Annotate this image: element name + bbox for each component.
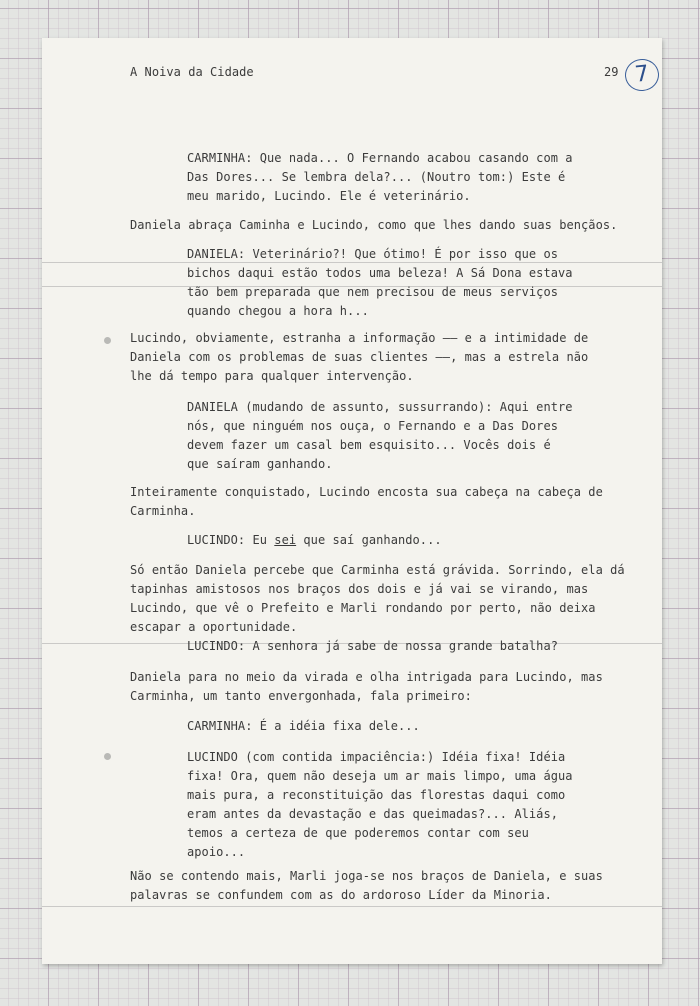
dialogue-carminha-1: CARMINHA: Que nada... O Fernando acabou casando com a Das Dores... Se lembra dela?... (Noutro tom:) Este é meu marido, Lucindo. Ele é veterinário. [187, 151, 573, 203]
dialogue-carminha-2: CARMINHA: É a idéia fixa dele... [187, 719, 420, 733]
handwritten-folio: 7 [623, 57, 660, 92]
page-header-title: A Noiva da Cidade [130, 65, 254, 79]
stage-direction-4: Só então Daniela percebe que Carminha está grávida. Sorrindo, ela dá tapinhas amistosos nos braços dos dois e já vai se virando, mas Lucindo, que vê o Prefeito e Marli rondando por perto, não deixa escapar a oportunidade. [130, 563, 625, 634]
dialogue-lucindo-3: LUCINDO (com contida impaciência:) Idéia fixa! Idéia fixa! Ora, quem não deseja um ar mais limpo, uma água mais pura, a reconstituição das florestas daqui como eram antes da devastação e das queimadas?... Aliás, temos a certeza de que poderemos contar com seu apoio... [187, 750, 573, 859]
dialogue-lucindo-1: LUCINDO: Eu sei que saí ganhando... [187, 533, 442, 547]
stage-direction-3: Inteiramente conquistado, Lucindo encosta sua cabeça na cabeça de Carminha. [130, 485, 603, 518]
stage-direction-1: Daniela abraça Caminha e Lucindo, como que lhes dando suas bençãos. [130, 218, 618, 232]
stage-direction-2: Lucindo, obviamente, estranha a informação —— e a intimidade de Daniela com os problemas de suas clientes ——, mas a estrela não lhe dá tempo para qualquer intervenção. [130, 331, 589, 383]
stage-direction-6: Não se contendo mais, Marli joga-se nos braços de Daniela, e suas palavras se confundem com as do ardoroso Líder da Minoria. [130, 869, 603, 902]
page-number: 29 [604, 65, 619, 79]
dialogue-lucindo-2: LUCINDO: A senhora já sabe de nossa grande batalha? [187, 639, 559, 653]
dialogue-daniela-2: DANIELA (mudando de assunto, sussurrando): Aqui entre nós, que ninguém nos ouça, o Fernando e a Das Dores devem fazer um casal bem esquisito... Vocês dois é que saíram ganhando. [187, 400, 573, 471]
stage-direction-5: Daniela para no meio da virada e olha intrigada para Lucindo, mas Carminha, um tanto envergonhada, fala primeiro: [130, 670, 603, 703]
dialogue-daniela-1: DANIELA: Veterinário?! Que ótimo! É por isso que os bichos daqui estão todos uma beleza! A Sá Dona estava tão bem preparada que nem precisou de meus serviços quando chegou a hora h... [187, 247, 573, 318]
punch-hole [104, 337, 111, 344]
fold-line [42, 906, 662, 907]
punch-hole [104, 753, 111, 760]
